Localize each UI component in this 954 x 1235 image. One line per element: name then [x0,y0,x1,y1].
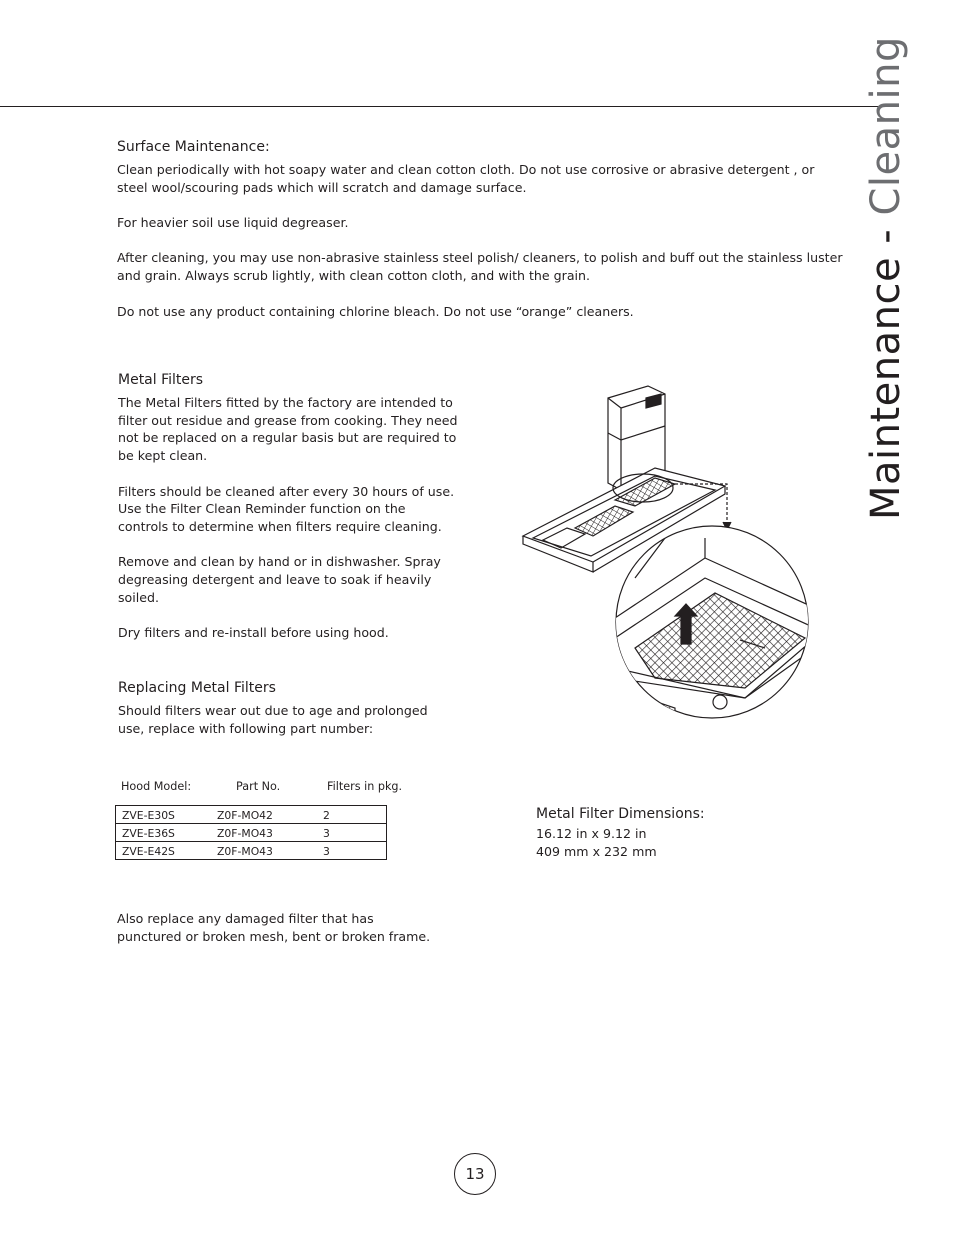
cell-part: Z0F-MO43 [217,842,323,860]
cell-count: 3 [323,842,387,860]
dimension-imperial: 16.12 in x 9.12 in [536,826,647,841]
surface-maintenance-heading: Surface Maintenance: [117,139,270,155]
parts-table [115,805,387,860]
cell-count: 3 [323,824,387,842]
side-title-main: Maintenance - [863,228,909,520]
table-row [116,806,387,824]
dimension-metric: 409 mm x 232 mm [536,844,657,859]
surface-paragraph: For heavier soil use liquid degreaser. [117,215,349,231]
table-row [116,842,387,860]
also-replace-note [117,910,442,963]
metal-filters-paragraph: The Metal Filters fitted by the factory are intended to filter out residue and grease from cooking. They need not be replaced on a regular basis but are required to be kept clean. [118,395,458,464]
range-hood-illustration [515,378,815,730]
surface-maintenance-body [117,161,847,338]
cell-part: Z0F-MO43 [217,824,323,842]
table-header-count: Filters in pkg. [327,780,403,793]
also-replace-paragraph: Also replace any damaged filter that has punctured or broken mesh, bent or broken frame. [117,911,431,944]
metal-filters-paragraph: Remove and clean by hand or in dishwasher. Spray degreasing detergent and leave to soak if heavily soiled. [118,554,441,605]
surface-paragraph: Clean periodically with hot soapy water and clean cotton cloth. Do not use corrosive or abrasive detergent , or steel wool/scouring pads which will scratch and damage surface. [117,162,815,195]
metal-filters-heading: Metal Filters [118,372,204,388]
metal-filters-paragraph: Dry filters and re-install before using hood. [118,625,389,641]
dimensions-heading: Metal Filter Dimensions: [536,806,705,822]
metal-filters-paragraph: Filters should be cleaned after every 30 hours of use. Use the Filter Clean Reminder function on the controls to determine when filters require cleaning. [118,483,455,534]
table-header-part: Part No. [236,780,281,793]
page-number: 13 [454,1153,496,1195]
side-title-sub: Cleaning [863,36,909,216]
cell-model: ZVE-E42S [116,842,218,860]
replacing-filters-body [118,702,438,755]
surface-paragraph: After cleaning, you may use non-abrasive stainless steel polish/ cleaners, to polish and buff out the stainless luster and grain. Always scrub lightly, with clean cotton cloth, and with the grain. [117,250,843,284]
cell-model: ZVE-E36S [116,824,218,842]
table-header-model: Hood Model: [121,780,192,793]
dimensions-values [536,825,657,861]
header-rule [0,106,897,107]
cell-model: ZVE-E30S [116,806,218,824]
replacing-paragraph: Should filters wear out due to age and prolonged use, replace with following part number: [118,703,428,736]
metal-filters-body [118,394,458,659]
section-side-title [862,36,910,520]
replacing-filters-heading: Replacing Metal Filters [118,680,276,696]
table-row [116,824,387,842]
cell-count: 2 [323,806,387,824]
cell-part: Z0F-MO42 [217,806,323,824]
surface-paragraph: Do not use any product containing chlorine bleach. Do not use “orange” cleaners. [117,303,634,319]
